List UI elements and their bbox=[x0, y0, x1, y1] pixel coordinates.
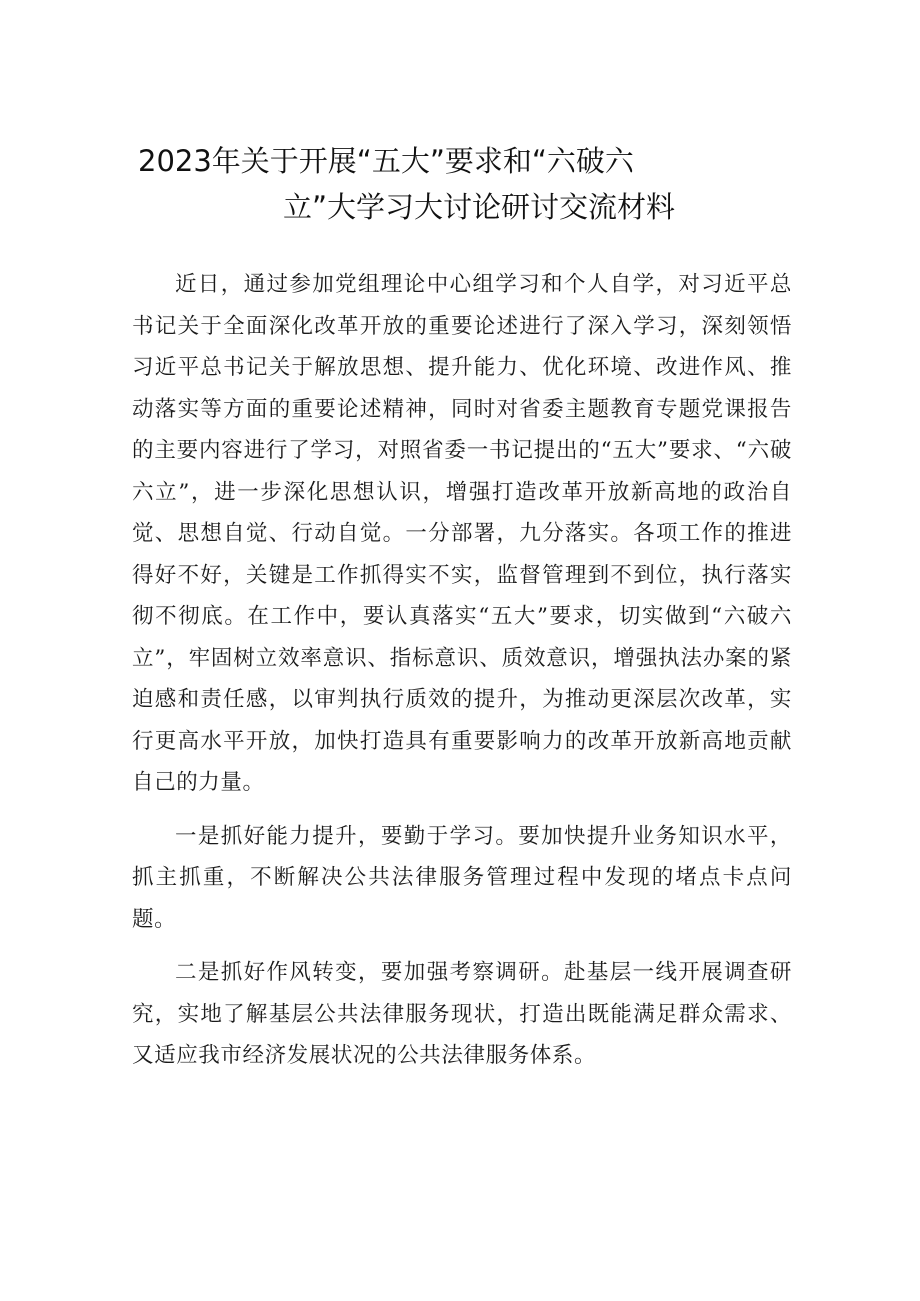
paragraph-point-two: 二是抓好作风转变，要加强考察调研。赴基层一线开展调查研究，实地了解基层公共法律服务现状，打造出既能满足群众需求、又适应我市经济发展状况的公共法律服务体系。 bbox=[132, 960, 792, 1068]
document-body bbox=[132, 264, 792, 1077]
document-title bbox=[0, 138, 920, 230]
paragraph-intro: 近日，通过参加党组理论中心组学习和个人自学，对习近平总书记关于全面深化改革开放的重要论述进行了深入学习，深刻领悟习近平总书记关于解放思想、提升能力、优化环境、改进作风、推动落实等方面的重要论述精神，同时对省委主题教育专题党课报告的主要内容进行了学习，对照省委一书记提出的“五大”要求、“六破六立”，进一步深化思想认识，增强打造改革开放新高地的政治自觉、思想自觉、行动自觉。一分部署，九分落实。各项工作的推进得好不好，关键是工作抓得实不实，监督管理到不到位，执行落实彻不彻底。在工作中，要认真落实“五大”要求，切实做到“六破六立”，牢固树立效率意识、指标意识、质效意识，增强执法办案的紧迫感和责任感，以审判执行质效的提升，为推动更深层次改革，实行更高水平开放，加快打造具有重要影响力的改革开放新高地贡献自己的力量。 bbox=[132, 272, 792, 795]
title-line-2: 立”大学习大讨论研讨交流材料 bbox=[283, 190, 676, 224]
title-line-1: 2023年关于开展“五大”要求和“六破六 bbox=[138, 144, 634, 178]
paragraph-point-one: 一是抓好能力提升，要勤于学习。要加快提升业务知识水平，抓主抓重，不断解决公共法律服务管理过程中发现的堵点卡点问题。 bbox=[132, 823, 792, 932]
